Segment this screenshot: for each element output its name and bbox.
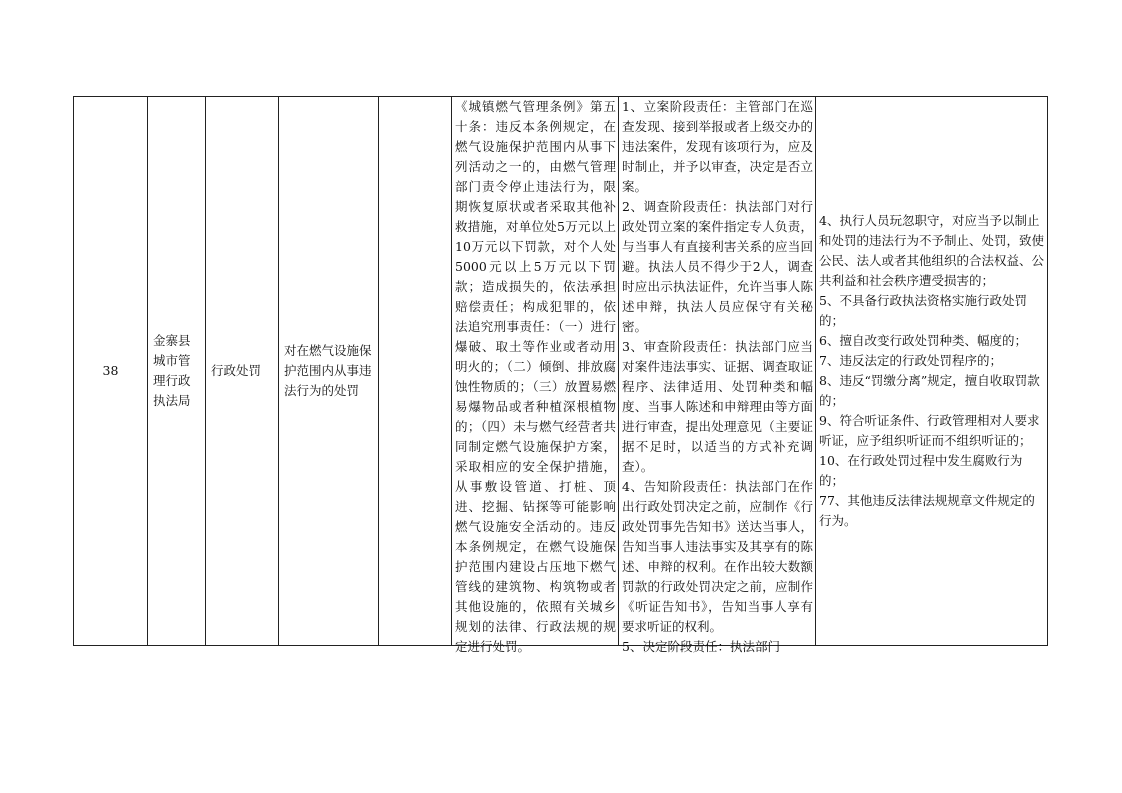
accountability-text: 4、执行人员玩忽职守，对应当予以制止和处罚的违法行为不予制止、处罚，致使公民、法人或者其他组织的合法权益、公共利益和社会秩序遭受损害的； 5、不具备行政执法资格实施行政处罚的； 6、擅自改变行政处罚种类、幅度的； 7、违反法定的行政处罚程序的； 8、违反“罚缴分离”规定，擅自收取罚款的； 9、符合听证条件、行政管理相对人要求听证，应予组织听证而不组织听证的； 10、在行政处罚过程中发生腐败行为的； 77、其他违反法律法规规章文件规定的行为。 [819, 213, 1045, 528]
table-row [74, 97, 1048, 646]
legal-basis-cell [452, 97, 619, 654]
accountability-cell [816, 97, 1048, 646]
organization-name: 金寨县城市管理行政执法局 [153, 333, 191, 408]
power-type-cell [206, 97, 279, 646]
row-number: 38 [102, 363, 119, 378]
row-number-cell [74, 97, 148, 646]
power-list-table [73, 96, 1048, 654]
item-name: 对在燃气设施保护范围内从事违法行为的处罚 [284, 343, 372, 398]
organization-cell [148, 97, 206, 646]
power-type: 行政处罚 [211, 363, 262, 378]
legal-basis-text: 《城镇燃气管理条例》第五十条：违反本条例规定，在燃气设施保护范围内从事下列活动之一的，由燃气管理部门责令停止违法行为，限期恢复原状或者采取其他补救措施，对单位处5万元以上10万元以下罚款，对个人处5000元以上5万元以下罚款；造成损失的，依法承担赔偿责任；构成犯罪的，依法追究刑事责任：（一）进行爆破、取土等作业或者动用明火的；（二）倾倒、排放腐蚀性物质的；（三）放置易燃易爆物品或者种植深根植物的；（四）未与燃气经营者共同制定燃气设施保护方案，采取相应的安全保护措施，从事敷设管道、打桩、顶进、挖掘、钻探等可能影响燃气设施安全活动的。违反本条例规定，在燃气设施保护范围内建设占压地下燃气管线的建筑物、构筑物或者其他设施的，依照有关城乡规划的法律、行政法规的规定进行处罚。 [455, 99, 616, 654]
empty-cell [379, 97, 452, 646]
responsibility-text: 1、立案阶段责任：主管部门在巡查发现、接到举报或者上级交办的违法案件，发现有该项行为，应及时制止，并予以审查，决定是否立案。 2、调查阶段责任：执法部门对行政处罚立案的案件指定专人负责，与当事人有直接利害关系的应当回避。执法人员不得少于2人，调查时应出示执法证件，允许当事人陈述申辩，执法人员应保守有关秘密。 3、审查阶段责任：执法部门应当对案件违法事实、证据、调查取证程序、法律适用、处罚种类和幅度、当事人陈述和申辩理由等方面进行审查，提出处理意见（主要证据不足时，以适当的方式补充调查）。 4、告知阶段责任：执法部门在作出行政处罚决定之前，应制作《行政处罚事先告知书》送达当事人，告知当事人违法事实及其享有的陈述、申辩的权利。在作出较大数额罚款的行政处罚决定之前，应制作《听证告知书》，告知当事人享有要求听证的权利。 5、决定阶段责任：执法部门 [622, 99, 813, 654]
item-name-cell [279, 97, 379, 646]
responsibility-cell [619, 97, 816, 654]
